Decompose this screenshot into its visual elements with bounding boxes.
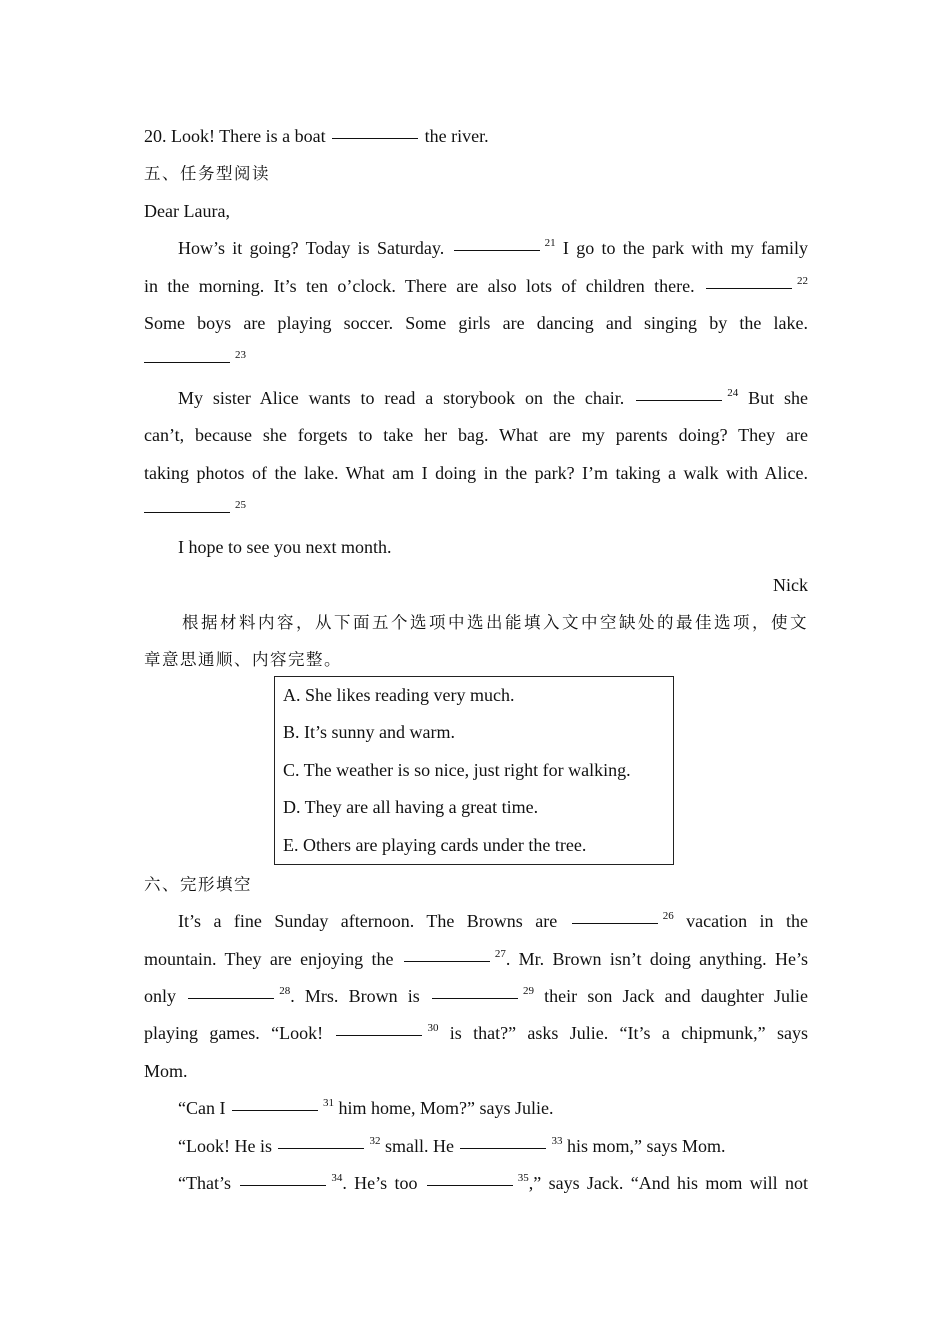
cloze-line: It’s a fine Sunday afternoon. The Browns are $^{26}$ vacation in the [178,910,808,932]
option-b: B. It’s sunny and warm. [283,722,455,743]
cloze-line: “That’s $^{34}$. He’s too $^{35}$,” says Jack. “And his mom will not [178,1171,808,1193]
letter-line: My sister Alice wants to read a storybook on the chair. $^{24}$ But she [178,386,808,408]
option-c: C. The weather is so nice, just right for walking. [283,759,631,780]
blank-number: 22 [797,274,808,287]
option-d: D. They are all having a great time. [283,797,539,818]
answer-blank-26[interactable] [572,923,658,924]
q20-text-after: the river. [424,126,489,146]
letter-line [144,342,808,379]
cloze-line: playing games. “Look! $^{30}$ is that?” asks Julie. “It’s a chipmunk,” says [144,1022,808,1044]
blank-number: 23 [235,349,246,362]
letter-line [144,492,808,529]
section-5-title: 五、任务型阅读 [144,164,270,184]
answer-blank-25[interactable] [144,512,230,513]
blank-number: 33 [551,1134,563,1147]
instruction-line-2: 章意思通顺、内容完整。 [144,650,342,670]
instruction-line-1: 根据材料内容，从下面五个选项中选出能填入文中空缺处的最佳选项，使文 [182,613,808,633]
question-20 [144,118,808,155]
blank-number: 21 [544,237,556,250]
letter-line: Some boys are playing soccer. Some girls are dancing and singing by the lake. [144,312,808,333]
blank-number: 28 [279,985,291,998]
blank-number: 31 [322,1097,334,1110]
answer-blank-29[interactable] [432,998,518,999]
letter-line: in the morning. It’s ten o’clock. There are also lots of children there. $^{22}$ [144,274,808,296]
answer-blank[interactable] [332,138,418,139]
letter-signature: Nick [773,574,808,595]
answer-blank-31[interactable] [232,1110,318,1111]
letter-line: How’s it going? Today is Saturday. $^{21}$ I go to the park with my family [178,237,808,259]
blank-number: 34 [331,1171,343,1184]
blank-number: 35 [517,1171,529,1184]
answer-blank-27[interactable] [404,961,490,962]
blank-number: 27 [494,947,506,960]
blank-number: 26 [662,910,674,923]
cloze-line: only $^{28}$. Mrs. Brown is $^{29}$ their son Jack and daughter Julie [144,985,808,1007]
blank-number: 24 [727,386,739,399]
blank-number: 30 [427,1022,439,1035]
answer-blank-28[interactable] [188,998,274,999]
answer-blank-32[interactable] [278,1148,364,1149]
answer-blank-33[interactable] [460,1148,546,1149]
letter-line: taking photos of the lake. What am I doing in the park? I’m taking a walk with Alice. [144,462,808,483]
blank-number: 29 [522,985,534,998]
answer-blank-30[interactable] [336,1035,422,1036]
answer-blank-34[interactable] [240,1185,326,1186]
cloze-line: Mom. [144,1060,188,1081]
option-a: A. She likes reading very much. [283,685,515,705]
option-e: E. Others are playing cards under the tree. [283,834,587,855]
options-box [274,676,674,865]
answer-blank-35[interactable] [427,1185,513,1186]
letter-closing: I hope to see you next month. [178,537,392,558]
letter-greeting: Dear Laura, [144,200,230,221]
answer-blank-23[interactable] [144,362,230,363]
q20-text-before: 20. Look! There is a boat [144,126,326,146]
cloze-line: mountain. They are enjoying the $^{27}$. Mr. Brown isn’t doing anything. He’s [144,947,808,969]
cloze-line: “Look! He is $^{32}$ small. He $^{33}$ his mom,” says Mom. [178,1134,726,1156]
worksheet-page [144,118,808,1202]
section-6-title: 六、完形填空 [144,874,252,894]
blank-number: 25 [235,498,246,511]
answer-blank-24[interactable] [636,400,722,401]
blank-number: 32 [369,1134,381,1147]
answer-blank-22[interactable] [706,288,792,289]
answer-blank-21[interactable] [454,250,540,251]
cloze-line: “Can I $^{31}$ him home, Mom?” says Julie. [178,1097,554,1119]
letter-line: can’t, because she forgets to take her bag. What are my parents doing? They are [144,425,808,446]
